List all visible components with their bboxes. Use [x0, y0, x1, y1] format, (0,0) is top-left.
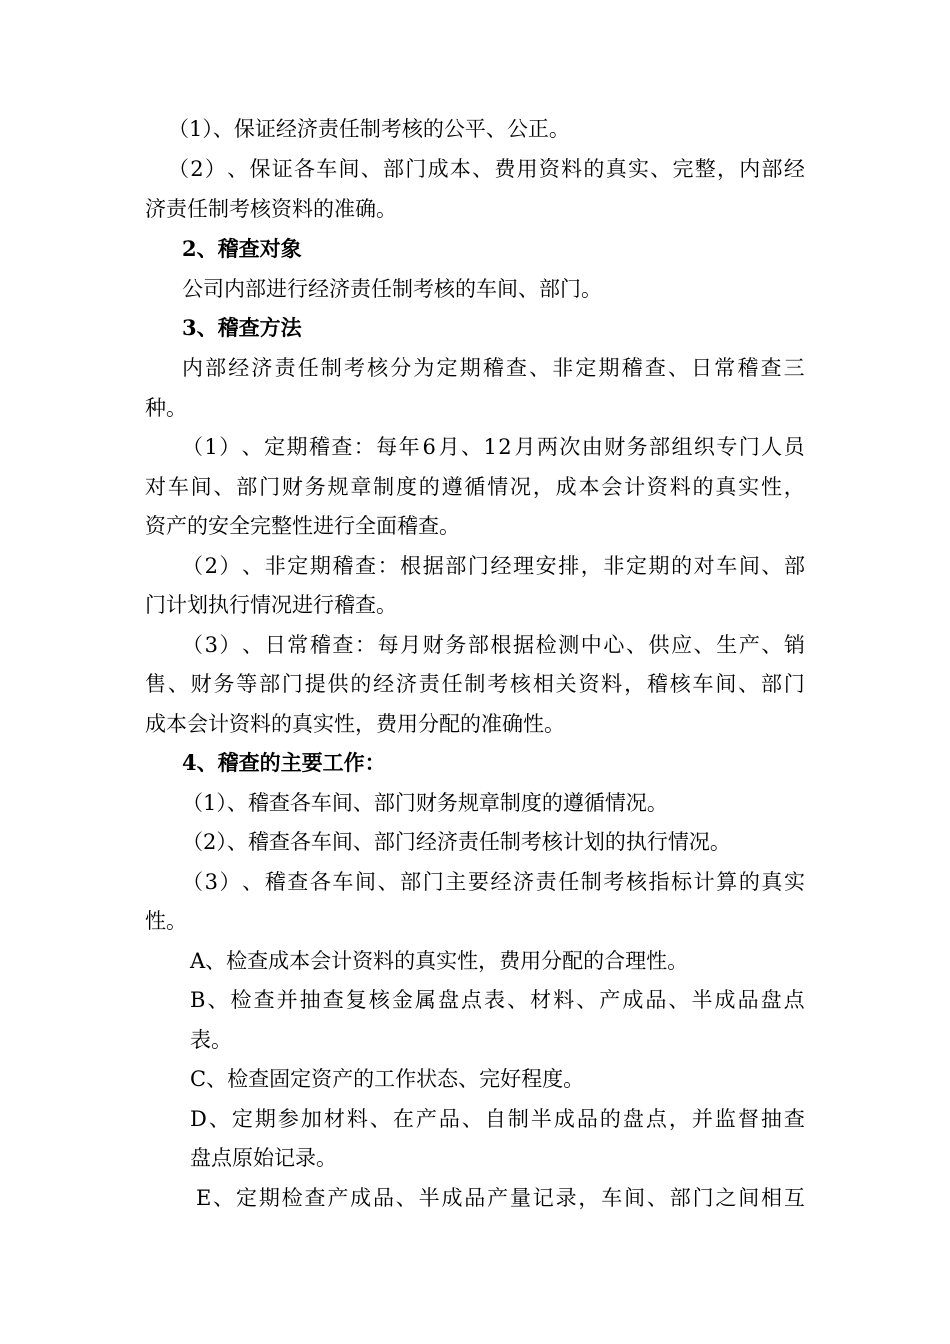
work-item-2: （2）、稽查各车间、部门经济责任制考核计划的执行情况。	[182, 830, 731, 854]
audit-method-text: 内 部 经 济 责 任 制 考 核 分 为 定 期 稽 查 、 非 定 期 稽 查 、 日 常 稽 查 三	[182, 356, 805, 380]
audit-target-text: 公司内部进行经济责任制考核的车间、部门。	[182, 277, 602, 301]
method-item-3-cont2: 成本会计资料的真实性，费用分配的准确性。	[145, 712, 565, 736]
subitem-a: A、检查成本会计资料的真实性，费用分配的合理性。	[190, 949, 689, 973]
subitem-d-cont: 盘点原始记录。	[190, 1146, 337, 1170]
method-item-2-cont: 门计划执行情况进行稽查。	[145, 593, 397, 617]
subitem-d: D 、 定 期 参 加 材 料 、 在 产 品 、 自 制 半 成 品 的 盘 点 ， 并 监 督 抽 查	[190, 1107, 805, 1131]
section-heading-audit-method: 3、稽查方法	[182, 315, 302, 340]
subitem-b-cont: 表。	[190, 1028, 232, 1052]
audit-method-text-cont: 种。	[145, 396, 187, 420]
purpose-item-2: （ 2 ） 、 保 证 各 车 间 、 部 门 成 本 、 费 用 资 料 的 真 实 、 完 整 ， 内 部 经	[168, 157, 805, 181]
method-item-1: （ 1 ） 、 定 期 稽 查 ： 每 年 6 月 、 1 2 月 两 次 由 财 务 部 组 织 专 门 人 员	[182, 435, 805, 459]
purpose-item-2-cont: 济责任制考核资料的准确。	[145, 197, 397, 221]
method-item-3-cont: 售 、 财 务 等 部 门 提 供 的 经 济 责 任 制 考 核 相 关 资 料 ， 稽 核 车 间 、 部 门	[145, 672, 805, 696]
subitem-c: C、检查固定资产的工作状态、完好程度。	[190, 1067, 585, 1091]
subitem-b: B 、 检 查 并 抽 查 复 核 金 属 盘 点 表 、 材 料 、 产 成 品 、 半 成 品 盘 点	[190, 988, 805, 1012]
section-heading-audit-target: 2、稽查对象	[182, 236, 302, 261]
purpose-item-1: （1）、保证经济责任制考核的公平、公正。	[168, 117, 570, 141]
work-item-3-cont: 性。	[145, 909, 187, 933]
method-item-1-cont: 对 车 间 、 部 门 财 务 规 章 制 度 的 遵 循 情 况 ， 成 本 会 计 资 料 的 真 实 性 ，	[145, 475, 805, 499]
method-item-3: （ 3 ） 、 日 常 稽 查 ： 每 月 财 务 部 根 据 检 测 中 心 、 供 应 、 生 产 、 销	[182, 633, 805, 657]
work-item-1: （1）、稽查各车间、部门财务规章制度的遵循情况。	[182, 791, 668, 815]
subitem-e: E 、 定 期 检 查 产 成 品 、 半 成 品 产 量 记 录 ， 车 间 、 部 门 之 间 相 互	[196, 1186, 805, 1210]
method-item-1-cont2: 资产的安全完整性进行全面稽查。	[145, 514, 460, 538]
work-item-3: （ 3 ） 、 稽 查 各 车 间 、 部 门 主 要 经 济 责 任 制 考 核 指 标 计 算 的 真 实	[182, 870, 805, 894]
section-heading-main-work: 4、稽查的主要工作：	[182, 750, 386, 775]
method-item-2: （ 2 ） 、 非 定 期 稽 查 ： 根 据 部 门 经 理 安 排 ， 非 定 期 的 对 车 间 、 部	[182, 554, 805, 578]
